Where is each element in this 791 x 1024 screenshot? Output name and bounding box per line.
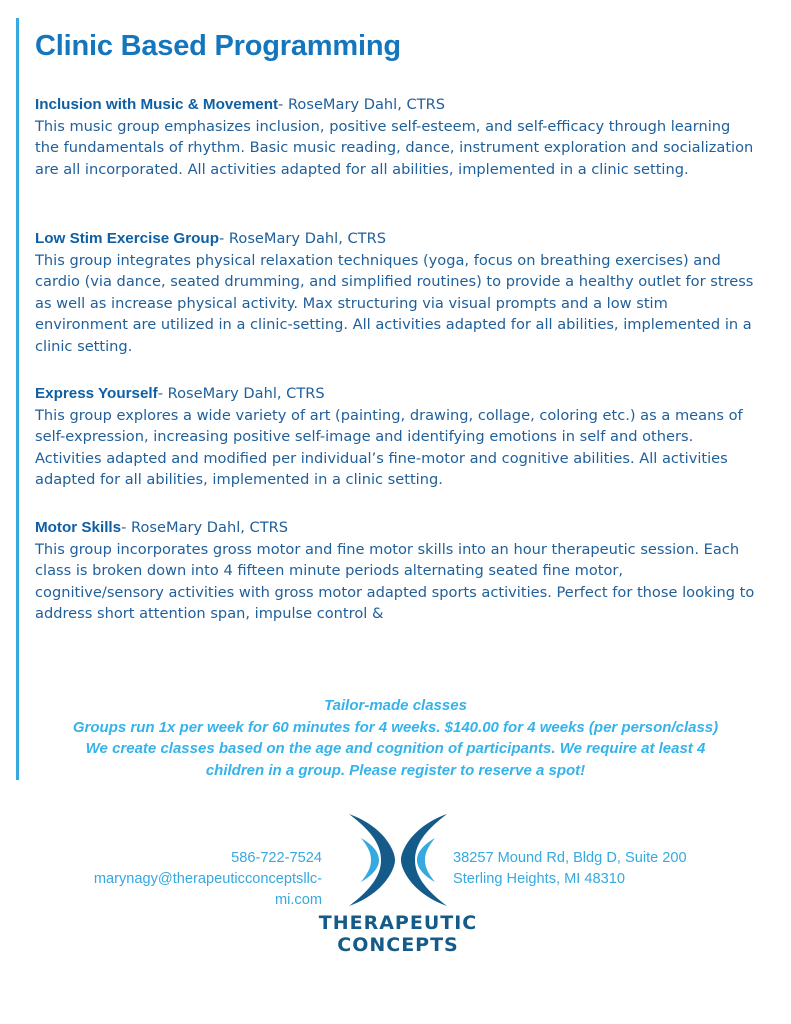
address-city: Sterling Heights, MI 48310 — [453, 871, 625, 887]
program-motor-skills — [35, 517, 755, 625]
program-heading — [35, 383, 755, 405]
program-instructor: RoseMary Dahl, CTRS — [287, 96, 446, 113]
program-description: This music group emphasizes inclusion, positive self-esteem, and self-efficacy through learning the fundamentals of rhythm. Basic music reading, dance, instrument exploration and socialization are all incorporated. All activities adapted for all abilities, implemented in a clinic setting. — [35, 117, 754, 178]
program-heading — [35, 94, 755, 116]
address-street: 38257 Mound Rd, Bldg D, Suite 200 — [453, 850, 687, 866]
email-address[interactable]: marynagy@therapeuticconceptsllc- — [93, 871, 322, 887]
program-instructor: RoseMary Dahl, CTRS — [228, 230, 386, 247]
notice-schedule-price: Groups run 1x per week for 60 minutes for 4 weeks. $140.00 for 4 weeks (per person/class) — [72, 718, 719, 736]
page-title: Clinic Based Programming — [35, 30, 401, 62]
notice-requirements: We create classes based on the age and cognition of participants. We require at least 4 — [85, 740, 706, 757]
email-address-continued[interactable]: mi.com — [274, 892, 322, 908]
program-low-stim-exercise — [35, 228, 755, 358]
program-separator: - — [278, 96, 288, 113]
program-heading — [35, 228, 755, 250]
program-name: Low Stim Exercise Group — [35, 230, 219, 247]
logo-mark-icon — [343, 812, 453, 908]
program-express-yourself — [35, 383, 755, 491]
program-separator: - — [157, 385, 168, 402]
program-description: This group incorporates gross motor and fine motor skills into an hour therapeutic session. Each class is broken down into 4 fifteen minute periods alternating seated fine motor, cognitive/sensory activities with gross motor adapted sports activities. Perfect for those looking to address short attention span, impulse control & — [35, 540, 755, 623]
left-accent-rule — [16, 18, 19, 780]
phone-number[interactable]: 586-722-7524 — [231, 850, 322, 866]
program-description: This group explores a wide variety of art (painting, drawing, collage, coloring etc.) as a means of self-expression, increasing positive self-image and identifying emotions in self and others. Activities adapted and modified per individual’s fine-motor and cognitive abilities. All activities adapted for all abilities, implemented in a clinic setting. — [35, 406, 743, 489]
logo-wordmark-line2: CONCEPTS — [337, 934, 459, 956]
program-name: Inclusion with Music & Movement — [35, 96, 279, 113]
contact-phone-email — [22, 848, 322, 911]
logo-wordmark-line1: THERAPEUTIC — [318, 912, 478, 934]
notice-tailor-made: Tailor-made classes — [324, 697, 467, 714]
contact-address — [453, 848, 687, 890]
program-description: This group integrates physical relaxation techniques (yoga, focus on breathing exercises) and cardio (via dance, seated drumming, and simplified routines) to provide a healthy outlet for stress as well as increase physical activity. Max structuring via visual prompts and a low stim environment are utilized in a clinic-setting. All activities adapted for all abilities, implemented in a clinic setting. — [35, 251, 754, 355]
program-name: Motor Skills — [35, 519, 122, 536]
program-instructor: RoseMary Dahl, CTRS — [167, 385, 325, 402]
program-name: Express Yourself — [35, 385, 158, 402]
program-instructor: RoseMary Dahl, CTRS — [130, 519, 289, 536]
class-info-notice — [20, 695, 771, 781]
notice-register: children in a group. Please register to reserve a spot! — [205, 761, 586, 779]
program-heading — [35, 517, 755, 539]
program-separator: - — [121, 519, 131, 536]
program-inclusion-music-movement — [35, 94, 755, 180]
program-separator: - — [219, 230, 229, 247]
